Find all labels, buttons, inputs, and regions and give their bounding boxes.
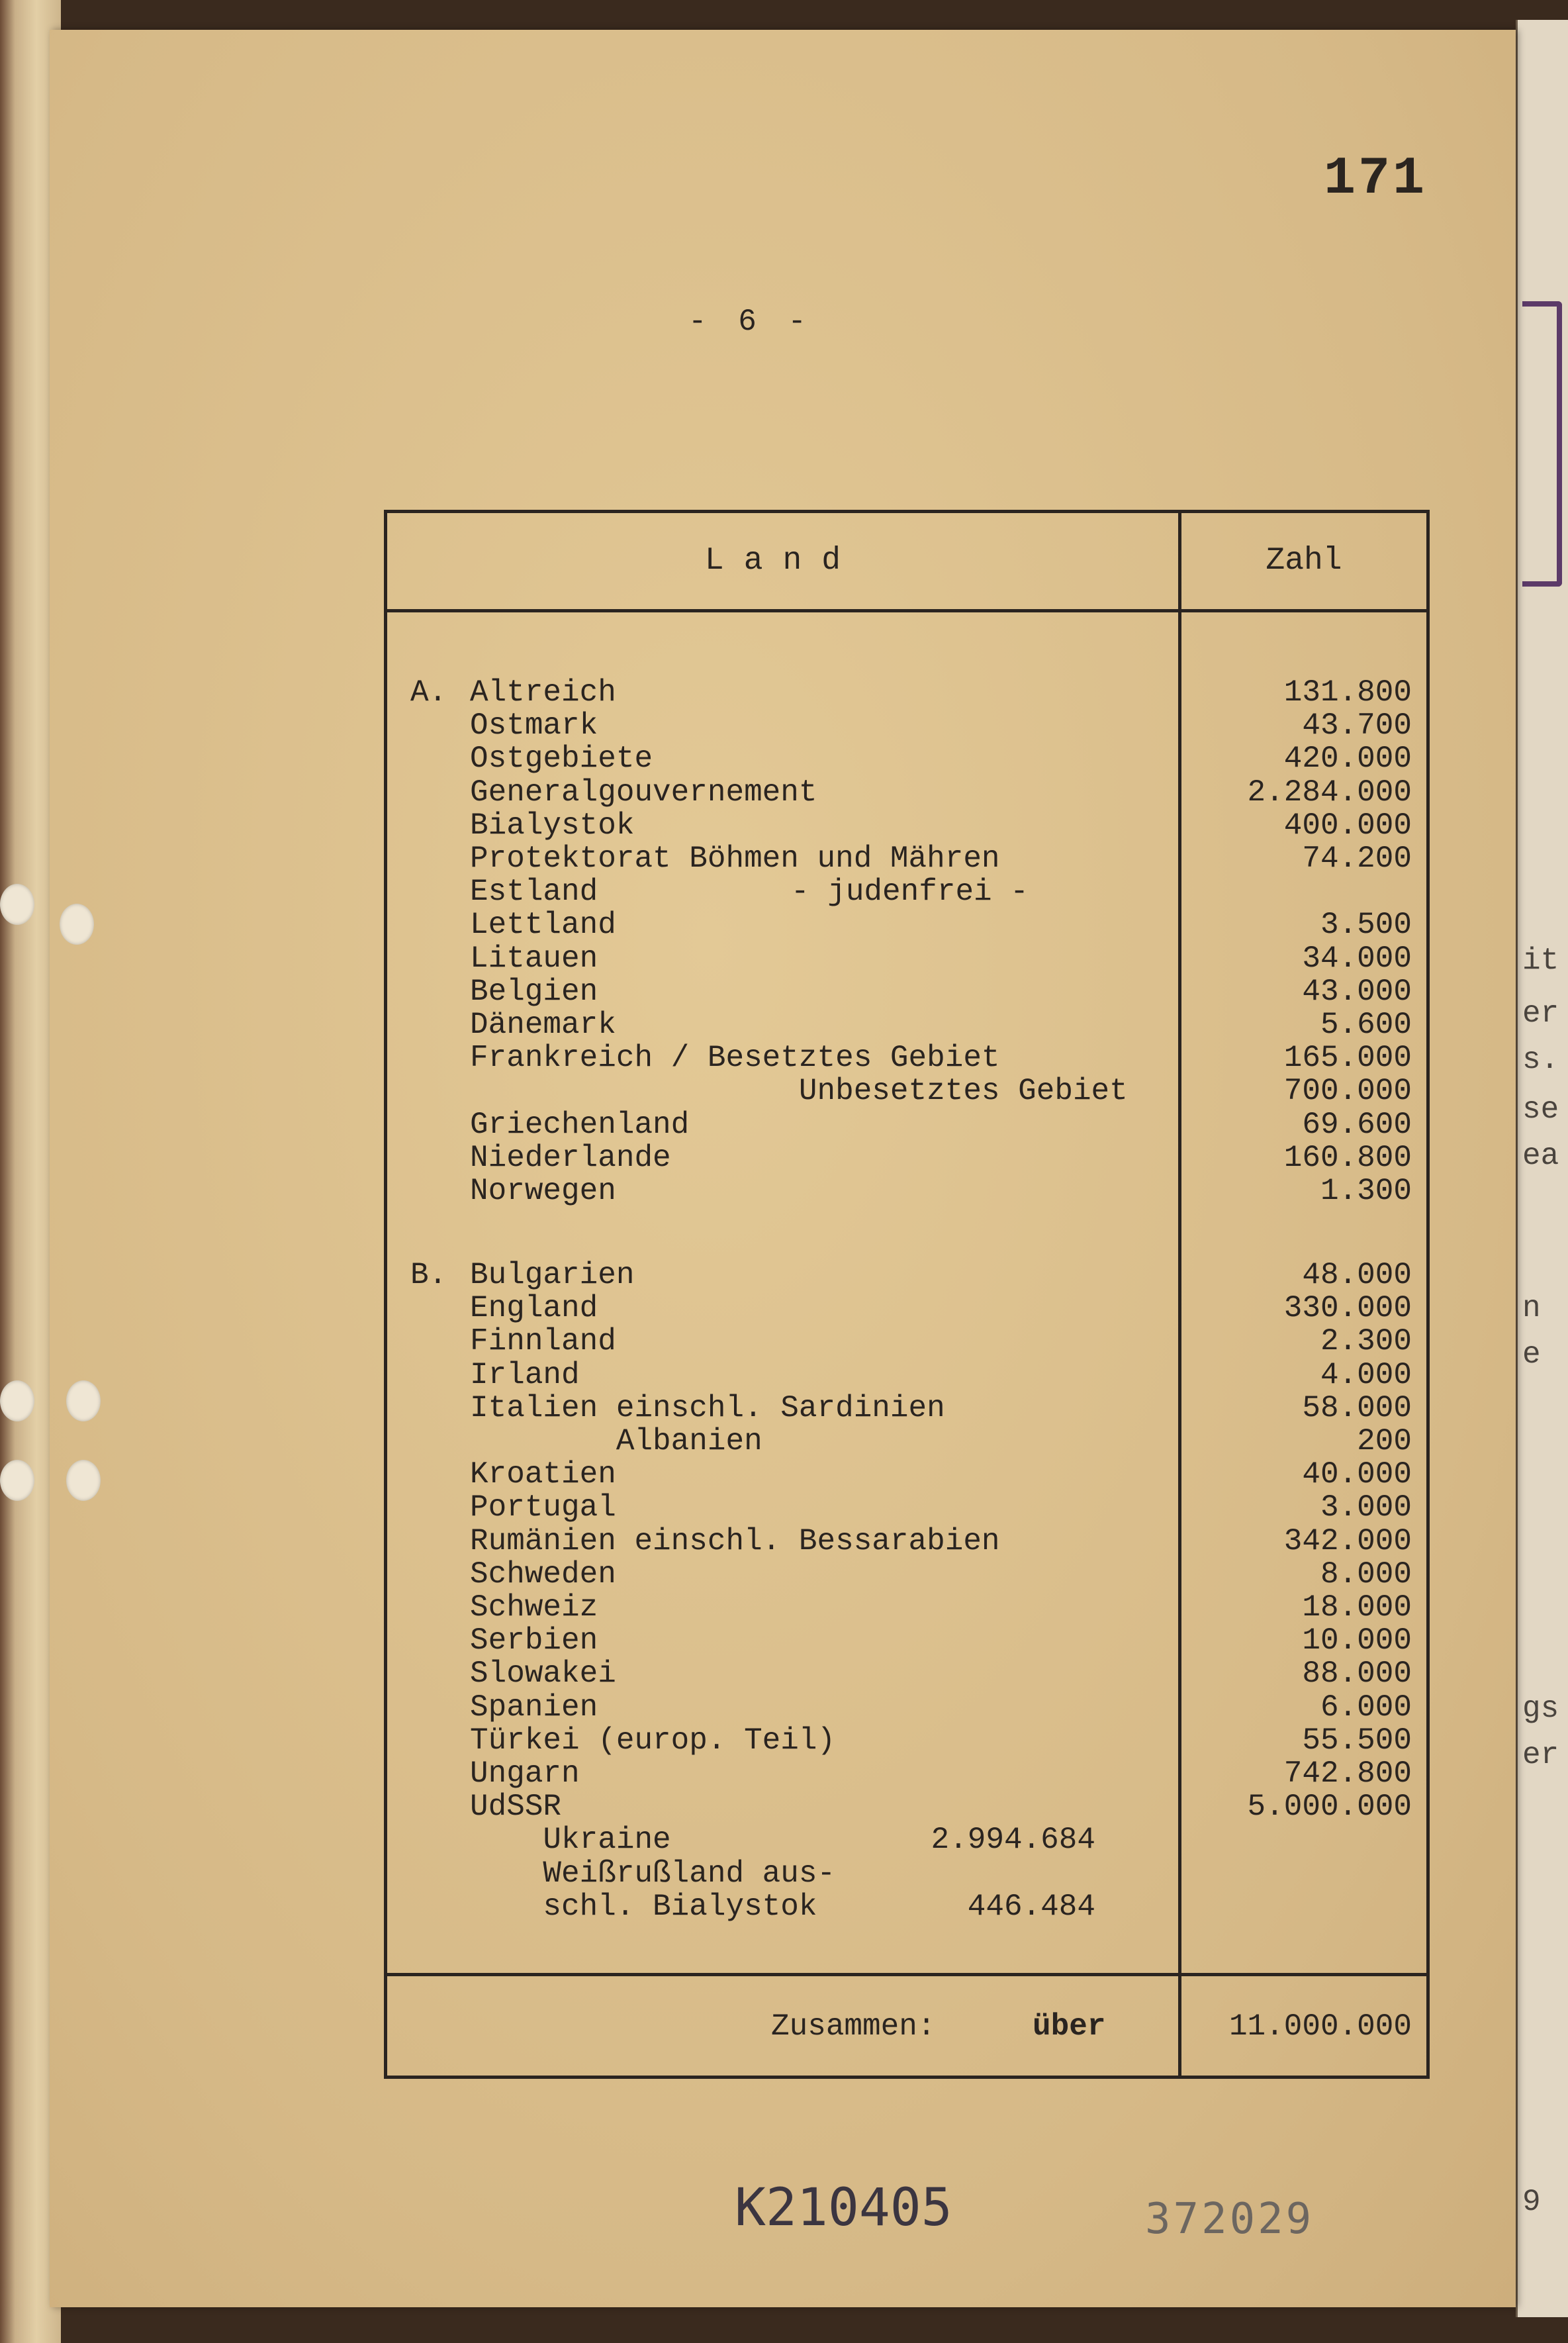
margin-fragment: 9: [1522, 2185, 1541, 2219]
count-value: 40.000: [1302, 1457, 1412, 1492]
country-name: Kroatien: [470, 1457, 616, 1492]
count-value: 165.000: [1283, 1041, 1412, 1076]
count-value: 6.000: [1320, 1690, 1412, 1725]
punch-hole: [0, 1460, 34, 1501]
total-divider: [387, 1973, 1426, 1976]
count-value: 5.000.000: [1247, 1790, 1412, 1825]
country-name: Türkei (europ. Teil): [470, 1723, 836, 1758]
country-name: Estland: [470, 875, 598, 910]
country-name: Dänemark: [470, 1008, 616, 1042]
margin-fragment: it: [1522, 943, 1559, 978]
margin-fragment: er: [1522, 996, 1559, 1031]
country-name: Slowakei: [470, 1656, 616, 1692]
table-row: [387, 741, 1426, 775]
count-value: 420.000: [1283, 741, 1412, 777]
header-divider: [387, 609, 1426, 612]
table-row: [387, 1108, 1426, 1141]
country-name: Griechenland: [470, 1107, 690, 1142]
country-name: Ostgebiete: [470, 741, 653, 777]
count-value: 400.000: [1283, 808, 1412, 843]
sub-value: 2.994.684: [931, 1823, 1095, 1858]
country-name: England: [470, 1291, 598, 1326]
count-value: 3.000: [1320, 1490, 1412, 1525]
margin-fragment: ea: [1522, 1139, 1559, 1173]
country-name: Finnland: [470, 1324, 616, 1359]
count-value: 160.800: [1283, 1140, 1412, 1175]
margin-fragment: er: [1522, 1738, 1559, 1772]
count-value: 55.500: [1302, 1723, 1412, 1758]
margin-fragment: e: [1522, 1337, 1541, 1372]
country-name: Litauen: [470, 941, 598, 976]
table-row: [387, 1823, 1426, 1856]
count-value: 18.000: [1302, 1590, 1412, 1625]
table-row: [387, 1756, 1426, 1790]
total-value: 11.000.000: [1228, 2009, 1412, 2044]
page-number: - 6 -: [688, 305, 813, 339]
table-row: [387, 1557, 1426, 1590]
country-name: Unbesetztes Gebiet: [470, 1074, 1128, 1109]
country-name: Portugal: [470, 1490, 616, 1525]
count-value: 10.000: [1302, 1623, 1412, 1658]
table-row: [387, 1656, 1426, 1690]
count-value: 69.600: [1302, 1107, 1412, 1142]
country-name: Belgien: [470, 974, 598, 1009]
section-label: B.: [410, 1258, 447, 1292]
country-name: Spanien: [470, 1690, 598, 1725]
count-value: 131.800: [1283, 675, 1412, 710]
count-value: 2.300: [1320, 1324, 1412, 1359]
country-name: Protektorat Böhmen und Mähren: [470, 841, 1000, 876]
punch-hole: [0, 884, 34, 925]
table-row: [387, 1856, 1426, 1889]
table-row: [387, 1041, 1426, 1074]
count-value: 58.000: [1302, 1390, 1412, 1425]
header-land: Land: [704, 543, 861, 579]
country-name: Bialystok: [470, 808, 635, 843]
margin-fragment: n: [1522, 1291, 1541, 1325]
punch-hole: [60, 904, 94, 945]
count-value: 1.300: [1320, 1174, 1412, 1208]
country-name: Schweden: [470, 1556, 616, 1592]
count-value: 48.000: [1302, 1258, 1412, 1292]
table-row: [387, 941, 1426, 975]
violet-stamp-edge: [1522, 301, 1562, 587]
table-row: [387, 1524, 1426, 1557]
archive-stamp-number: 372029: [1145, 2195, 1314, 2244]
country-name: Schweiz: [470, 1590, 598, 1625]
table-row: [387, 1723, 1426, 1756]
table-row: [387, 1008, 1426, 1041]
country-name: Irland: [470, 1357, 580, 1392]
country-name: Bulgarien: [470, 1258, 635, 1292]
statistics-table: [384, 510, 1430, 2079]
table-row: [387, 1623, 1426, 1656]
sub-value: 446.484: [967, 1889, 1095, 1924]
table-row: [387, 1291, 1426, 1324]
count-value: 200: [1357, 1424, 1412, 1458]
margin-fragment: se: [1522, 1092, 1559, 1127]
punch-hole: [0, 1380, 34, 1421]
table-row: [387, 1074, 1426, 1107]
row-note: - judenfrei -: [791, 875, 1029, 910]
section-label: A.: [410, 675, 447, 710]
country-name: UdSSR: [470, 1790, 562, 1825]
table-row: [387, 1391, 1426, 1424]
count-value: 3.500: [1320, 908, 1412, 943]
count-value: 74.200: [1302, 841, 1412, 876]
table-row: [387, 1790, 1426, 1823]
total-qualifier: über: [1033, 2009, 1106, 2044]
country-name: Serbien: [470, 1623, 598, 1658]
country-name: Altreich: [470, 675, 616, 710]
table-row: [387, 1174, 1426, 1207]
count-value: 43.700: [1302, 708, 1412, 743]
country-name: Ukraine: [470, 1823, 671, 1858]
table-row: [387, 1141, 1426, 1174]
table-row: [387, 1490, 1426, 1523]
table-row: [387, 975, 1426, 1008]
table-row: [387, 675, 1426, 708]
table-row: [387, 708, 1426, 741]
table-row: [387, 841, 1426, 875]
count-value: 2.284.000: [1247, 775, 1412, 810]
count-value: 742.800: [1283, 1756, 1412, 1791]
country-name: Generalgouvernement: [470, 775, 817, 810]
country-name: Norwegen: [470, 1174, 616, 1208]
country-name: Rumänien einschl. Bessarabien: [470, 1523, 1000, 1558]
country-name: Albanien: [470, 1424, 762, 1458]
folio-number: 171: [1324, 149, 1428, 209]
punch-hole: [66, 1380, 101, 1421]
country-name: Weißrußland aus-: [470, 1856, 836, 1891]
count-value: 4.000: [1320, 1357, 1412, 1392]
country-name: Ostmark: [470, 708, 598, 743]
archive-stamp-code: K210405: [735, 2178, 952, 2238]
table-row: [387, 808, 1426, 841]
table-row: [387, 1889, 1426, 1923]
table-row: [387, 1324, 1426, 1357]
count-value: 5.600: [1320, 1008, 1412, 1042]
table-row: [387, 1358, 1426, 1391]
count-value: 43.000: [1302, 974, 1412, 1009]
country-name: Niederlande: [470, 1140, 671, 1175]
count-value: 700.000: [1283, 1074, 1412, 1109]
header-zahl: Zahl: [1266, 543, 1342, 579]
country-name: Ungarn: [470, 1756, 580, 1791]
count-value: 330.000: [1283, 1291, 1412, 1326]
margin-fragment: s.: [1522, 1043, 1559, 1077]
count-value: 8.000: [1320, 1556, 1412, 1592]
table-row: [387, 875, 1426, 908]
country-name: schl. Bialystok: [470, 1889, 817, 1924]
total-label: Zusammen:: [771, 2009, 936, 2044]
table-row: [387, 1258, 1426, 1291]
table-row: [387, 775, 1426, 808]
punch-hole: [66, 1460, 101, 1501]
country-name: Lettland: [470, 908, 616, 943]
table-row: [387, 1590, 1426, 1623]
margin-fragment: gs: [1522, 1692, 1559, 1726]
count-value: 342.000: [1283, 1523, 1412, 1558]
table-row: [387, 1424, 1426, 1457]
count-value: 34.000: [1302, 941, 1412, 976]
table-row: [387, 1690, 1426, 1723]
table-row: [387, 1457, 1426, 1490]
table-row: [387, 908, 1426, 941]
country-name: Frankreich / Besetztes Gebiet: [470, 1041, 1000, 1076]
count-value: 88.000: [1302, 1656, 1412, 1692]
country-name: Italien einschl. Sardinien: [470, 1390, 945, 1425]
